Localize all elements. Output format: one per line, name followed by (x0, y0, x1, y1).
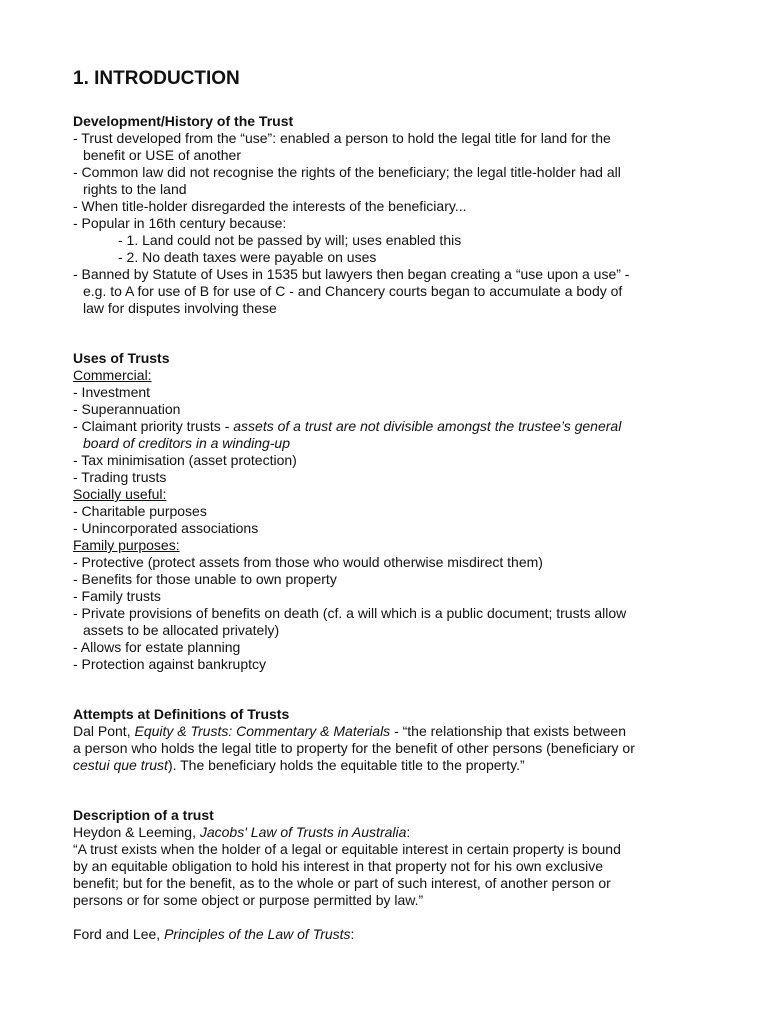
history-line: - When title-holder disregarded the interests of the beneficiary... (73, 198, 467, 214)
list-item: - Unincorporated associations (73, 520, 259, 536)
list-item (73, 435, 713, 452)
claimant-italic: board of creditors in a winding-up (83, 435, 291, 451)
definition-line: a person who holds the legal title to property for the benefit of other persons (beneficiary or (73, 740, 635, 756)
list-item: - Investment (73, 384, 151, 400)
history-section (73, 113, 713, 317)
ford-source (73, 926, 713, 943)
description-book: Jacobs' Law of Trusts in Australia (199, 824, 407, 840)
history-heading: Development/History of the Trust (73, 113, 294, 129)
definition-quote-end: ). The beneficiary holds the equitable title to the property.” (167, 757, 525, 773)
definitions-heading: Attempts at Definitions of Trusts (73, 706, 290, 722)
list-item: - Trading trusts (73, 469, 167, 485)
description-section (73, 807, 713, 943)
history-subline: - 1. Land could not be passed by will; uses enabled this (118, 232, 462, 248)
quote-line: benefit; but for the benefit, as to the whole or part of such interest, of another person or (73, 875, 611, 891)
ford-colon: : (350, 926, 355, 942)
list-item: - Protection against bankruptcy (73, 656, 266, 672)
quote-line: “A trust exists when the holder of a legal or equitable interest in certain property is bound (73, 841, 621, 857)
uses-heading: Uses of Trusts (73, 350, 170, 366)
history-subline: - 2. No death taxes were payable on uses (118, 249, 377, 265)
list-item: - Protective (protect assets from those who would otherwise misdirect them) (73, 554, 543, 570)
definition-line (73, 723, 713, 740)
list-item: - Allows for estate planning (73, 639, 241, 655)
history-line: rights to the land (83, 181, 187, 197)
definition-book: Equity & Trusts: Commentary & Materials (134, 723, 391, 739)
history-line: - Popular in 16th century because: (73, 215, 287, 231)
history-line: - Banned by Statute of Uses in 1535 but lawyers then began creating a “use upon a use” - (73, 266, 630, 282)
list-item (73, 418, 713, 435)
description-source (73, 824, 713, 841)
social-label: Socially useful: (73, 486, 167, 502)
definition-author: Dal Pont, (73, 723, 135, 739)
quote-line: persons or for some object or purpose permitted by law.” (73, 892, 424, 908)
list-item: - Family trusts (73, 588, 161, 604)
family-label: Family purposes: (73, 537, 180, 553)
history-line: - Common law did not recognise the rights of the beneficiary; the legal title-holder had all (73, 164, 621, 180)
uses-section (73, 350, 713, 673)
definition-quote-start: - “the relationship that exists between (390, 723, 626, 739)
claimant-italic: assets of a trust are not divisible amongst the trustee’s general (233, 418, 622, 434)
list-item: - Superannuation (73, 401, 181, 417)
description-colon: : (406, 824, 411, 840)
list-item: assets to be allocated privately) (83, 622, 280, 638)
description-author: Heydon & Leeming, (73, 824, 200, 840)
cestui-term: cestui que trust (73, 757, 168, 773)
history-line: - Trust developed from the “use”: enabled a person to hold the legal title for land for the (73, 130, 611, 146)
ford-book: Principles of the Law of Trusts (164, 926, 351, 942)
history-line: law for disputes involving these (83, 300, 277, 316)
history-line: benefit or USE of another (83, 147, 241, 163)
list-item: - Tax minimisation (asset protection) (73, 452, 297, 468)
description-heading: Description of a trust (73, 807, 214, 823)
quote-line: by an equitable obligation to hold his interest in that property not for his own exclusive (73, 858, 603, 874)
commercial-label: Commercial: (73, 367, 152, 383)
definitions-section (73, 706, 713, 774)
page-title: 1. INTRODUCTION (73, 68, 240, 89)
claimant-prefix: - Claimant priority trusts - (73, 418, 234, 434)
definition-line (73, 757, 713, 774)
history-line: e.g. to A for use of B for use of C - and Chancery courts began to accumulate a body of (83, 283, 623, 299)
list-item: - Benefits for those unable to own property (73, 571, 337, 587)
ford-author: Ford and Lee, (73, 926, 165, 942)
list-item: - Private provisions of benefits on death (cf. a will which is a public document; trusts allow (73, 605, 627, 621)
list-item: - Charitable purposes (73, 503, 207, 519)
document-content (73, 66, 713, 943)
